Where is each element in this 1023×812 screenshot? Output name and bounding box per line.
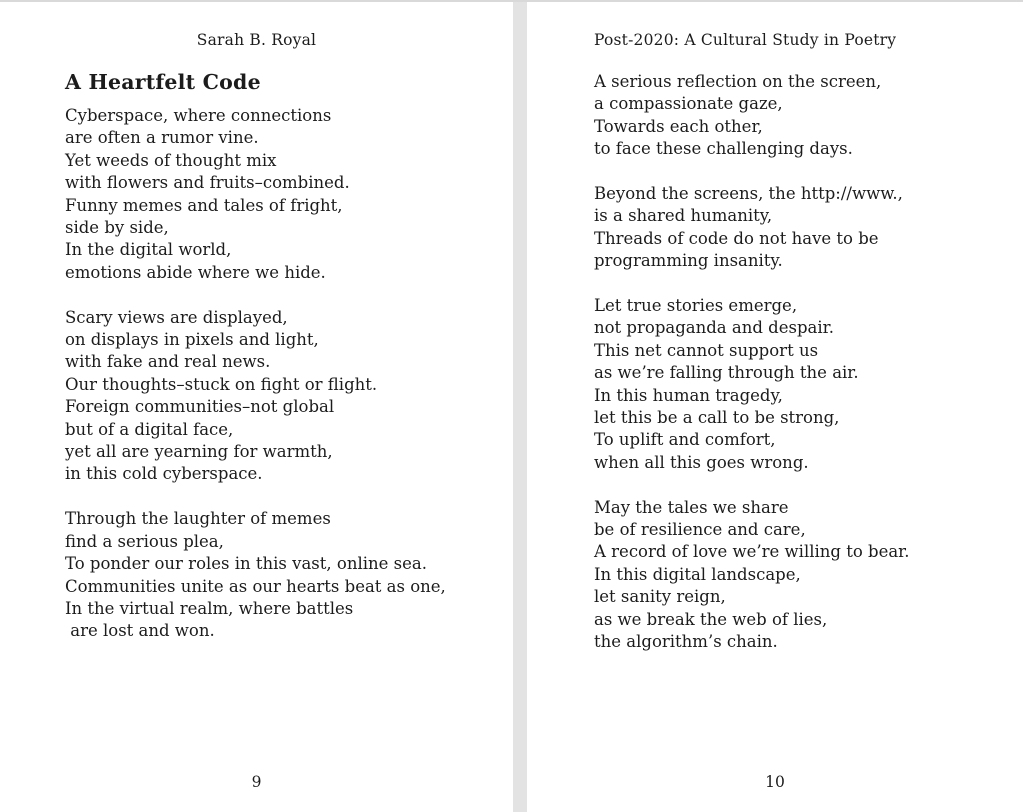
poem-line: is a shared humanity, [594, 206, 773, 226]
poem-line: Let true stories emerge, [594, 296, 798, 316]
running-header-book-title: Post-2020: A Cultural Study in Poetry [594, 31, 897, 49]
poem-line: when all this goes wrong. [594, 452, 809, 472]
stanza [594, 295, 1019, 474]
poem-line: May the tales we share [594, 497, 789, 517]
poem-line: Through the laughter of memes [65, 509, 331, 529]
top-border-line [0, 0, 1023, 2]
stanza [594, 71, 1019, 161]
poem-line: with fake and real news. [65, 352, 271, 372]
poem-line: be of resilience and care, [594, 520, 806, 540]
poem-line: Beyond the screens, the http://www., [594, 184, 903, 204]
stanza [65, 105, 505, 284]
poem-line: in this cold cyberspace. [65, 464, 263, 484]
poem-line: with flowers and fruits–combined. [65, 173, 350, 193]
poem-line: as we break the web of lies, [594, 609, 828, 629]
poem-line: programming insanity. [594, 251, 783, 271]
poem-line: In this human tragedy, [594, 385, 783, 405]
poem-line: Communities unite as our hearts beat as one, [65, 576, 446, 596]
poem-line: let sanity reign, [594, 587, 726, 607]
poem-line: the algorithm’s chain. [594, 632, 778, 652]
poem-line: In the virtual realm, where battles [65, 598, 354, 618]
right-page [527, 0, 1023, 812]
poem-line: a compassionate gaze, [594, 94, 783, 114]
poem-line: emotions abide where we hide. [65, 262, 326, 282]
stanza [594, 497, 1019, 654]
poem-line: to face these challenging days. [594, 139, 853, 159]
stanza [65, 307, 505, 486]
poem-line: side by side, [65, 218, 169, 238]
poem-line: To uplift and comfort, [594, 430, 776, 450]
poem-line: are lost and won. [65, 621, 215, 641]
poem-line: In the digital world, [65, 240, 232, 260]
poem-line: Foreign communities–not global [65, 397, 335, 417]
poem-line: In this digital landscape, [594, 564, 801, 584]
poem-line: but of a digital face, [65, 419, 234, 439]
poem-line: Cyberspace, where connections [65, 106, 332, 125]
poem-line: Funny memes and tales of fright, [65, 195, 343, 215]
poem-line: as we’re falling through the air. [594, 363, 859, 383]
poem-line: on displays in pixels and light, [65, 330, 319, 350]
page-number-left: 9 [251, 773, 262, 791]
stanza [65, 508, 505, 642]
poem-line: Scary views are displayed, [65, 307, 288, 327]
poem-line: Threads of code do not have to be [594, 228, 879, 248]
poem-body-right [594, 71, 1019, 654]
poem-line: yet all are yearning for warmth, [65, 442, 333, 462]
stanza [594, 183, 1019, 273]
poem-line: A serious reflection on the screen, [594, 72, 882, 91]
poem-line: Towards each other, [594, 116, 763, 136]
poem-line: Yet weeds of thought mix [65, 150, 277, 170]
running-header-author: Sarah B. Royal [196, 31, 317, 49]
poem-line: are often a rumor vine. [65, 128, 259, 148]
page-number-right: 10 [765, 773, 785, 791]
page-spine-divider [513, 0, 527, 812]
poem-line: find a serious plea, [65, 531, 224, 551]
poem-line: let this be a call to be strong, [594, 408, 840, 428]
poem-line: A record of love we’re willing to bear. [594, 542, 910, 562]
poem-line: Our thoughts–stuck on fight or flight. [65, 374, 378, 394]
poem-body-left [65, 105, 505, 643]
poem-line: This net cannot support us [594, 340, 819, 360]
poem-title: A Heartfelt Code [65, 70, 261, 94]
poem-line: not propaganda and despair. [594, 318, 834, 338]
poem-line: To ponder our roles in this vast, online sea. [65, 554, 427, 574]
